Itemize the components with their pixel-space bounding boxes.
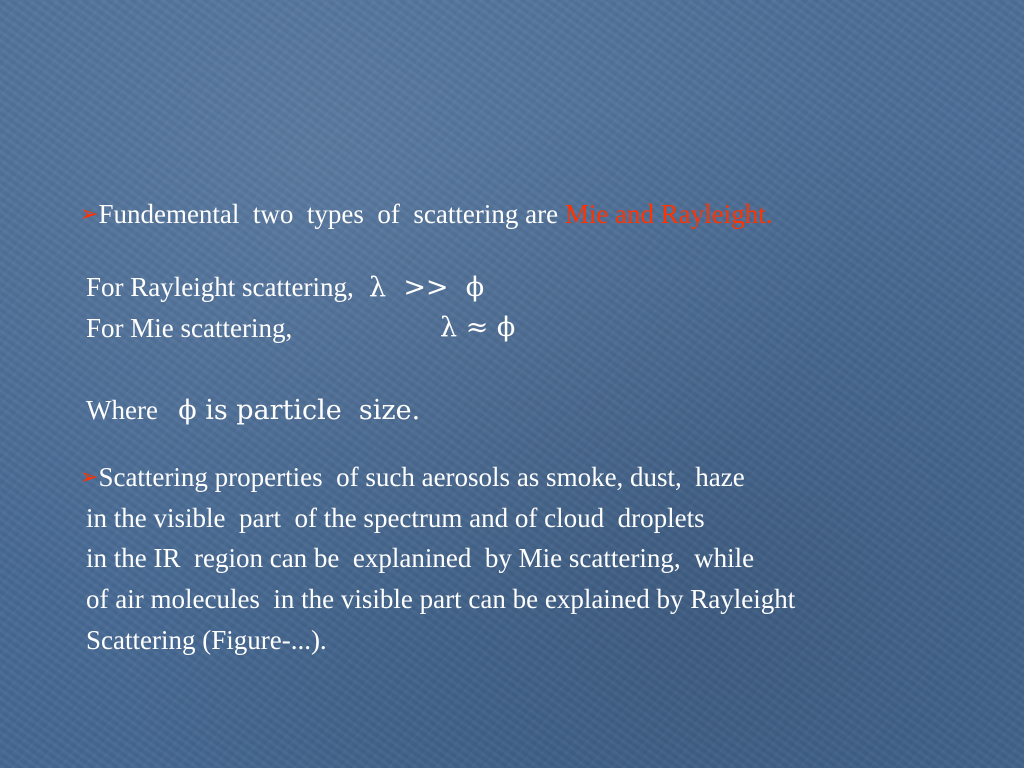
arrow-bullet-icon: ➢ bbox=[80, 465, 99, 490]
rayleigh-condition-line bbox=[86, 267, 484, 308]
rayleigh-label: For Rayleight scattering, bbox=[86, 272, 361, 302]
where-text: ϕ is particle size. bbox=[178, 395, 421, 426]
bullet-scattering-properties bbox=[80, 457, 745, 498]
highlight-text: Mie and Rayleight. bbox=[564, 199, 773, 229]
mie-condition: λ ≈ ϕ bbox=[440, 312, 516, 343]
mie-condition-line bbox=[86, 308, 516, 348]
bullet-text: Fundemental two types of scattering are bbox=[98, 199, 565, 229]
where-line bbox=[86, 390, 420, 431]
rayleigh-condition: λ >> ϕ bbox=[360, 272, 485, 303]
bullet-fundamental-types bbox=[80, 194, 773, 235]
paragraph-line: in the IR region can be explanined by Mie scattering, while bbox=[86, 543, 755, 573]
paragraph-line: Scattering (Figure-...). bbox=[86, 625, 327, 655]
paragraph-line: in the visible part of the spectrum and of cloud droplets bbox=[86, 503, 705, 533]
mie-label: For Mie scattering, bbox=[86, 313, 293, 343]
arrow-bullet-icon: ➢ bbox=[80, 202, 99, 227]
where-label: Where bbox=[86, 395, 179, 425]
paragraph-line: of air molecules in the visible part can be explained by Rayleight bbox=[86, 584, 796, 614]
paragraph-line: Scattering properties of such aerosols as smoke, dust, haze bbox=[98, 462, 745, 492]
